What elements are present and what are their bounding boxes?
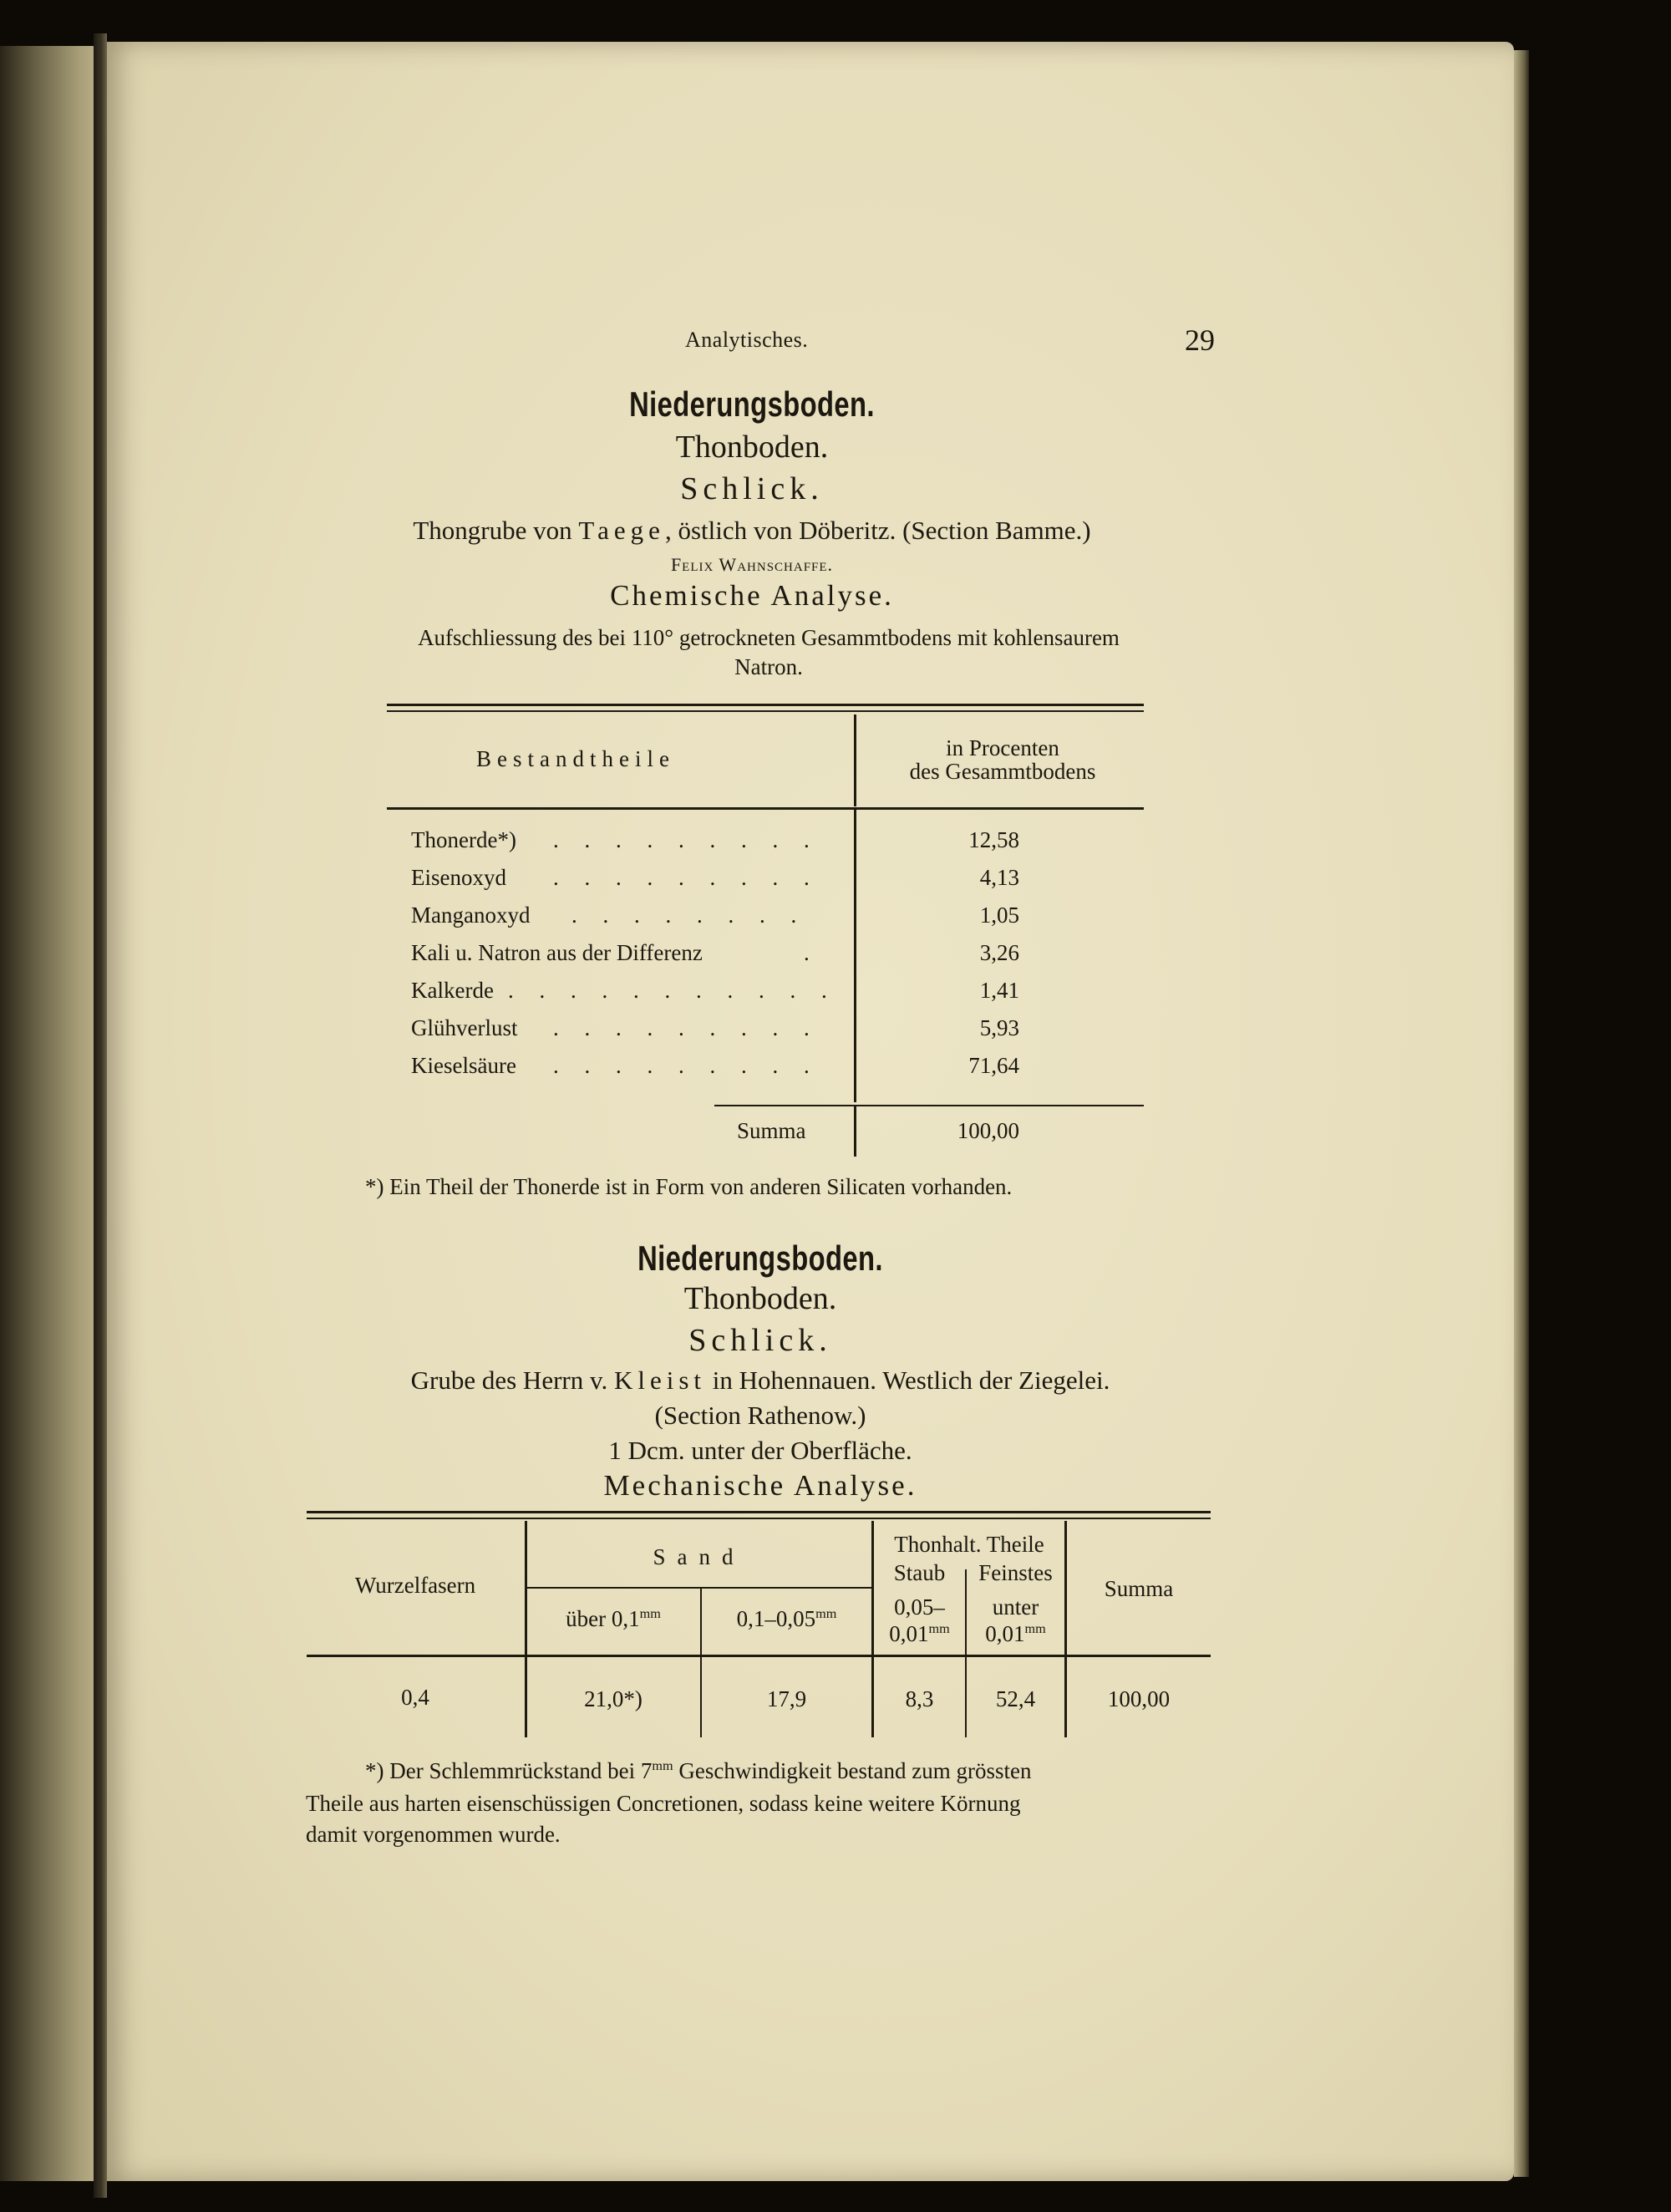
table2-header-staub-range2 — [874, 1621, 965, 1647]
section2-subtitle-schlick: Schlick. — [688, 1323, 832, 1358]
table2-value-staub: 8,3 — [905, 1686, 934, 1711]
table2-header-feinstes-range2-text: 0,01 — [985, 1621, 1025, 1646]
section2-footnote-line2: Theile aus harten eisenschüssigen Concretionen, sodass keine weitere Körnung — [306, 1791, 1021, 1816]
table1-sum-divider — [854, 1106, 856, 1157]
row-leader: . . . . . . . . . . . — [508, 978, 837, 1003]
table2-value-wurzelfasern: 0,4 — [401, 1685, 429, 1710]
section2-footnote-line1 — [365, 1758, 1209, 1784]
row-leader: . . . . . . . . . — [553, 1015, 820, 1040]
table1-top-rule-2 — [387, 710, 1144, 712]
table2-header-sand-coarse-text: über 0,1 — [566, 1606, 640, 1631]
table1-sum-label: Summa — [737, 1118, 806, 1143]
section2-section-name: (Section Rathenow.) — [654, 1401, 866, 1430]
table2-header-sand-coarse-unit: mm — [639, 1606, 661, 1621]
table2-value-sand-fine: 17,9 — [766, 1686, 807, 1711]
table2-sand-subrule — [526, 1587, 871, 1589]
table1-header-rule — [387, 807, 1144, 810]
row-value: 4,13 — [979, 865, 1019, 890]
table2-header-feinstes-unit: mm — [1024, 1621, 1046, 1636]
right-page-edge — [1514, 50, 1529, 2177]
table1-header-bestandtheile: Bestandtheile — [476, 746, 675, 771]
section1-location-post: , östlich von Döberitz. (Section Bamme.) — [664, 516, 1091, 545]
table1-sum-value: 100,00 — [957, 1118, 1019, 1143]
table2-top-rule — [307, 1511, 1211, 1513]
running-title: Analytisches. — [685, 328, 809, 352]
row-label: Eisenoxyd — [411, 865, 506, 890]
table2-header-staub-range2-text: 0,01 — [889, 1621, 929, 1646]
table1-header-gesammtboden: des Gesammtbodens — [909, 759, 1096, 784]
table2-header-rule — [307, 1655, 1211, 1657]
table2-header-feinstes-range2 — [967, 1621, 1064, 1647]
section1-subtitle-thonboden: Thonboden. — [675, 430, 829, 465]
section2-location — [251, 1365, 1270, 1396]
section1-footnote: *) Ein Theil der Thonerde ist in Form von anderen Silicaten vorhanden. — [365, 1174, 1013, 1199]
table1-column-divider — [854, 810, 856, 1102]
section1-analysis-heading: Chemische Analyse. — [610, 579, 894, 612]
row-label: Thonerde*) — [411, 827, 516, 852]
row-leader: . . . . . . . . — [571, 903, 807, 928]
table2-value-summa: 100,00 — [1107, 1686, 1171, 1711]
section2-location-pre: Grube des Herrn v. — [410, 1365, 614, 1395]
book-page — [104, 42, 1514, 2181]
row-label: Kali u. Natron aus der Differenz — [411, 940, 703, 965]
table2-value-feinstes: 52,4 — [995, 1686, 1036, 1711]
table2-header-sand-fine-unit: mm — [815, 1606, 837, 1621]
table1-header-divider — [854, 714, 856, 806]
footnote-unit: mm — [652, 1758, 673, 1773]
row-value: 12,58 — [968, 827, 1019, 852]
row-label: Manganoxyd — [411, 903, 531, 928]
section2-footnote-line3: damit vorgenommen wurde. — [306, 1822, 561, 1847]
table2-header-sand-fine-text: 0,1–0,05 — [736, 1606, 816, 1631]
section2-analysis-heading: Mechanische Analyse. — [603, 1469, 917, 1502]
section2-subtitle-thonboden: Thonboden. — [683, 1281, 837, 1316]
row-leader: . — [804, 940, 810, 965]
section1-location-pre: Thongrube von — [413, 516, 579, 545]
row-value: 1,41 — [979, 978, 1019, 1003]
table2-value-sand-coarse: 21,0*) — [584, 1686, 642, 1711]
footnote-text-post: Geschwindigkeit bestand zum grössten — [673, 1758, 1032, 1783]
section1-location-name: Taege — [578, 516, 665, 545]
row-label: Kalkerde — [411, 978, 494, 1003]
table1-header-procenten: in Procenten — [946, 735, 1059, 760]
section1-location — [276, 516, 1228, 546]
section1-title: Niederungsboden. — [629, 384, 875, 424]
left-page-edge — [0, 46, 99, 2181]
table2-header-feinstes-range1: unter — [992, 1594, 1039, 1620]
row-leader: . . . . . . . . . — [553, 1053, 820, 1078]
row-leader: . . . . . . . . . — [553, 865, 820, 890]
page-number: 29 — [1185, 323, 1215, 357]
row-label: Glühverlust — [411, 1015, 518, 1040]
table1-sum-rule — [714, 1105, 1144, 1106]
row-value: 1,05 — [979, 903, 1019, 928]
row-value: 3,26 — [979, 940, 1019, 965]
book-gutter — [94, 33, 107, 2198]
table2-top-rule-2 — [307, 1518, 1211, 1519]
section2-location-post: in Hohennauen. Westlich der Ziegelei. — [706, 1365, 1110, 1395]
table2-header-thonhalt: Thonhalt. Theile — [894, 1532, 1044, 1557]
section1-description-line1: Aufschliessung des bei 110° getrockneten Gesammtbodens mit kohlensaurem — [418, 625, 1120, 650]
table2-header-sand-coarse — [526, 1606, 700, 1632]
row-value: 5,93 — [979, 1015, 1019, 1040]
table2-header-wurzelfasern: Wurzelfasern — [354, 1573, 476, 1598]
section2-depth: 1 Dcm. unter der Oberfläche. — [608, 1436, 912, 1465]
table2-header-feinstes: Feinstes — [978, 1560, 1053, 1585]
table2-header-staub-unit: mm — [928, 1621, 950, 1636]
section2-title: Niederungsboden. — [637, 1238, 883, 1278]
footnote-text-pre: *) Der Schlemmrückstand bei 7 — [365, 1758, 653, 1783]
table2-header-staub-range1: 0,05– — [894, 1594, 945, 1620]
row-label: Kieselsäure — [411, 1053, 516, 1078]
table2-header-staub: Staub — [893, 1560, 946, 1585]
section1-author: Felix Wahnschaffe. — [670, 554, 834, 575]
section1-subtitle-schlick: Schlick. — [680, 471, 824, 506]
table2-header-summa: Summa — [1104, 1576, 1174, 1601]
row-leader: . . . . . . . . . — [553, 827, 820, 852]
table1-top-rule — [387, 704, 1144, 706]
row-value: 71,64 — [968, 1053, 1019, 1078]
table2-header-sand: Sand — [653, 1544, 745, 1569]
section2-location-name: Kleist — [613, 1365, 707, 1395]
table2-header-sand-fine — [702, 1606, 871, 1632]
section1-description-line2: Natron. — [734, 654, 803, 679]
